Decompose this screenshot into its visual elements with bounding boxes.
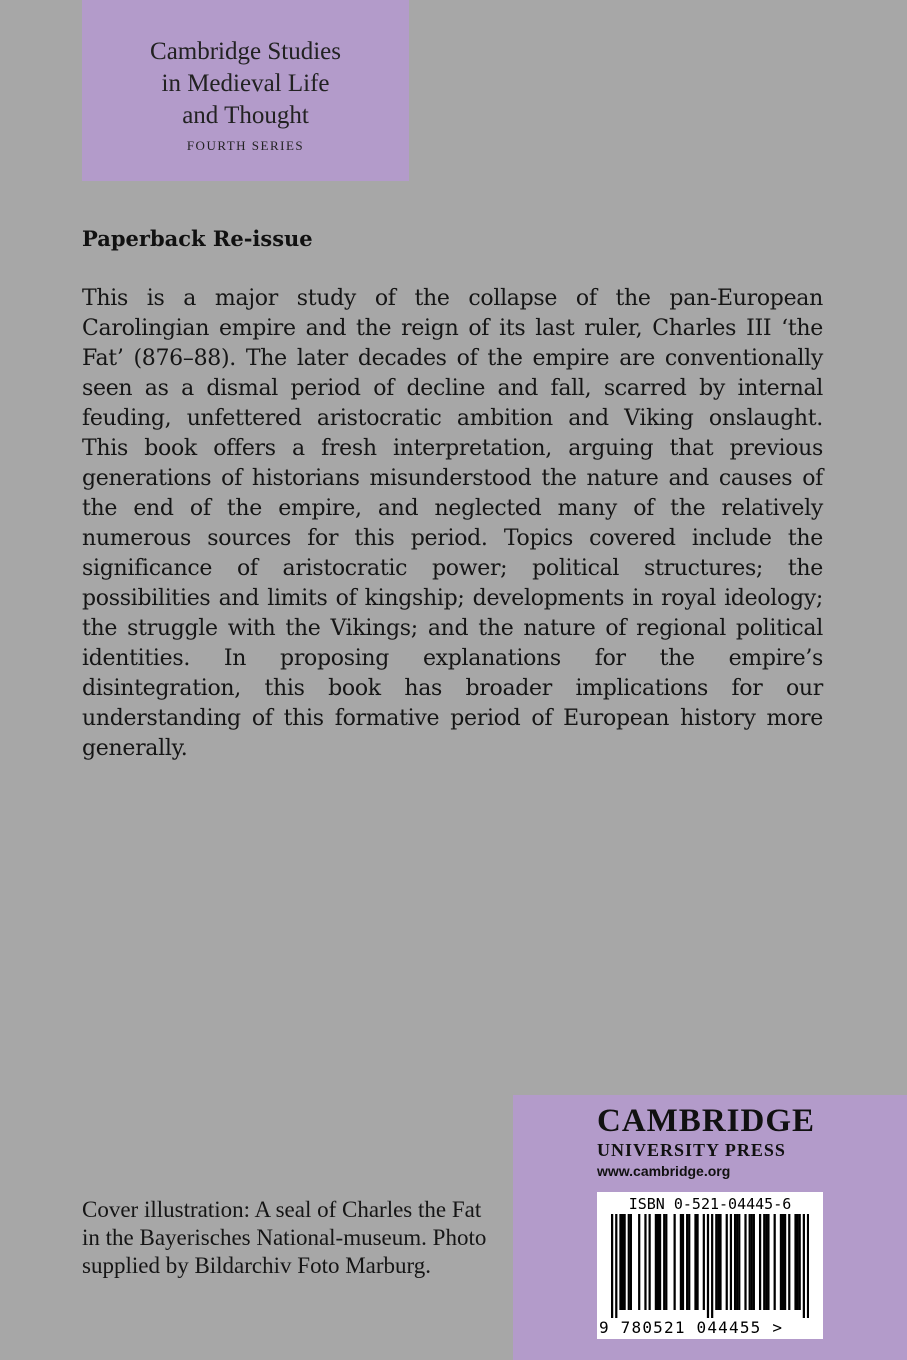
barcode-bar	[751, 1214, 753, 1310]
barcode-bar	[638, 1214, 640, 1310]
barcode-bar	[703, 1214, 705, 1310]
barcode-bar	[619, 1214, 621, 1310]
barcode-bar	[630, 1214, 632, 1310]
barcode-bar	[696, 1214, 698, 1310]
barcode-icon	[611, 1214, 809, 1318]
barcode-bar	[753, 1214, 755, 1310]
barcode-bar	[674, 1214, 676, 1310]
series-title-line-3: and Thought	[182, 102, 309, 129]
barcode-bar	[799, 1214, 801, 1310]
barcode-bar	[803, 1214, 805, 1318]
publisher-subname: UNIVERSITY PRESS	[597, 1140, 786, 1160]
ean-number: 9 780521 044455 >	[599, 1318, 784, 1337]
barcode-bar	[734, 1214, 736, 1310]
barcode-bar	[744, 1214, 746, 1310]
barcode-bar	[686, 1214, 688, 1310]
barcode-bar	[711, 1214, 713, 1318]
barcode-bar	[765, 1214, 767, 1310]
barcode-bar	[665, 1214, 667, 1310]
barcode-bar	[644, 1214, 646, 1310]
barcode-bar	[794, 1214, 796, 1310]
book-description: This is a major study of the collapse of the pan-European Carolingian empire and the reign of its last ruler, Charles III ‘the Fat’ (876–88). The later decades of the empire are conventionally seen as a dismal period of decline and fall, scarred by internal feuding, unfettered aristocratic ambition and Viking onslaught. This book offers a fresh interpretation, arguing that previous generations of historians misunderstood the nature and causes of the end of the empire, and neglected many of the relatively numerous sources for this period. Topics covered include the significance of aristocratic power; political structures; the possibilities and limits of kingship; developments in royal ideology; the struggle with the Vikings; and the nature of regional political identities. In proposing explanations for the empire’s disintegration, this book has broader implications for our understanding of this formative period of European history more generally.	[82, 286, 823, 761]
publisher-name: CAMBRIDGE	[597, 1103, 816, 1139]
barcode-bar	[763, 1214, 765, 1310]
barcode-bar	[707, 1214, 709, 1318]
barcode-bar	[774, 1214, 776, 1310]
publisher-panel	[513, 1095, 907, 1360]
series-title-line-1: Cambridge Studies	[150, 38, 341, 65]
isbn-label: ISBN 0-521-04445-6	[628, 1195, 792, 1213]
barcode-bar	[749, 1214, 751, 1310]
cover-illustration-credit: Cover illustration: A seal of Charles the Fat in the Bayerisches National-museum. Photo supplied by Bildarchiv Foto Marburg.	[82, 1197, 487, 1278]
barcode-bar	[694, 1214, 696, 1310]
barcode-bar	[680, 1214, 682, 1310]
barcode-bar	[717, 1214, 719, 1310]
barcode-bar	[726, 1214, 728, 1310]
barcode-bar	[649, 1214, 651, 1310]
barcode-bar	[621, 1214, 623, 1310]
barcode-bar	[624, 1214, 626, 1310]
barcode-bar	[736, 1214, 738, 1310]
barcode-bar	[615, 1214, 617, 1318]
barcode-bar	[688, 1214, 690, 1310]
barcode-bar	[719, 1214, 721, 1310]
barcode-bar	[788, 1214, 790, 1310]
barcode-block	[597, 1192, 823, 1339]
barcode-bar	[628, 1214, 630, 1310]
barcode-bar	[730, 1214, 732, 1310]
barcode-bar	[682, 1214, 684, 1310]
series-subtitle: FOURTH SERIES	[186, 138, 305, 153]
barcode-bar	[807, 1214, 809, 1318]
barcode-bar	[738, 1214, 740, 1310]
publisher-url[interactable]: www.cambridge.org	[597, 1163, 731, 1179]
barcode-bar	[780, 1214, 782, 1310]
barcode-bar	[767, 1214, 769, 1310]
barcode-bar	[715, 1214, 717, 1310]
barcode-bar	[782, 1214, 784, 1310]
barcode-bar	[759, 1214, 761, 1310]
barcode-bar	[784, 1214, 786, 1310]
barcode-bar	[655, 1214, 657, 1310]
barcode-bar	[663, 1214, 665, 1310]
reissue-heading: Paperback Re-issue	[82, 226, 313, 251]
series-panel	[82, 0, 409, 181]
barcode-bar	[657, 1214, 659, 1310]
barcode-bar	[611, 1214, 613, 1318]
barcode-bar	[796, 1214, 798, 1310]
series-title-line-2: in Medieval Life	[161, 70, 330, 97]
barcode-bar	[659, 1214, 661, 1310]
series-title	[82, 36, 409, 132]
